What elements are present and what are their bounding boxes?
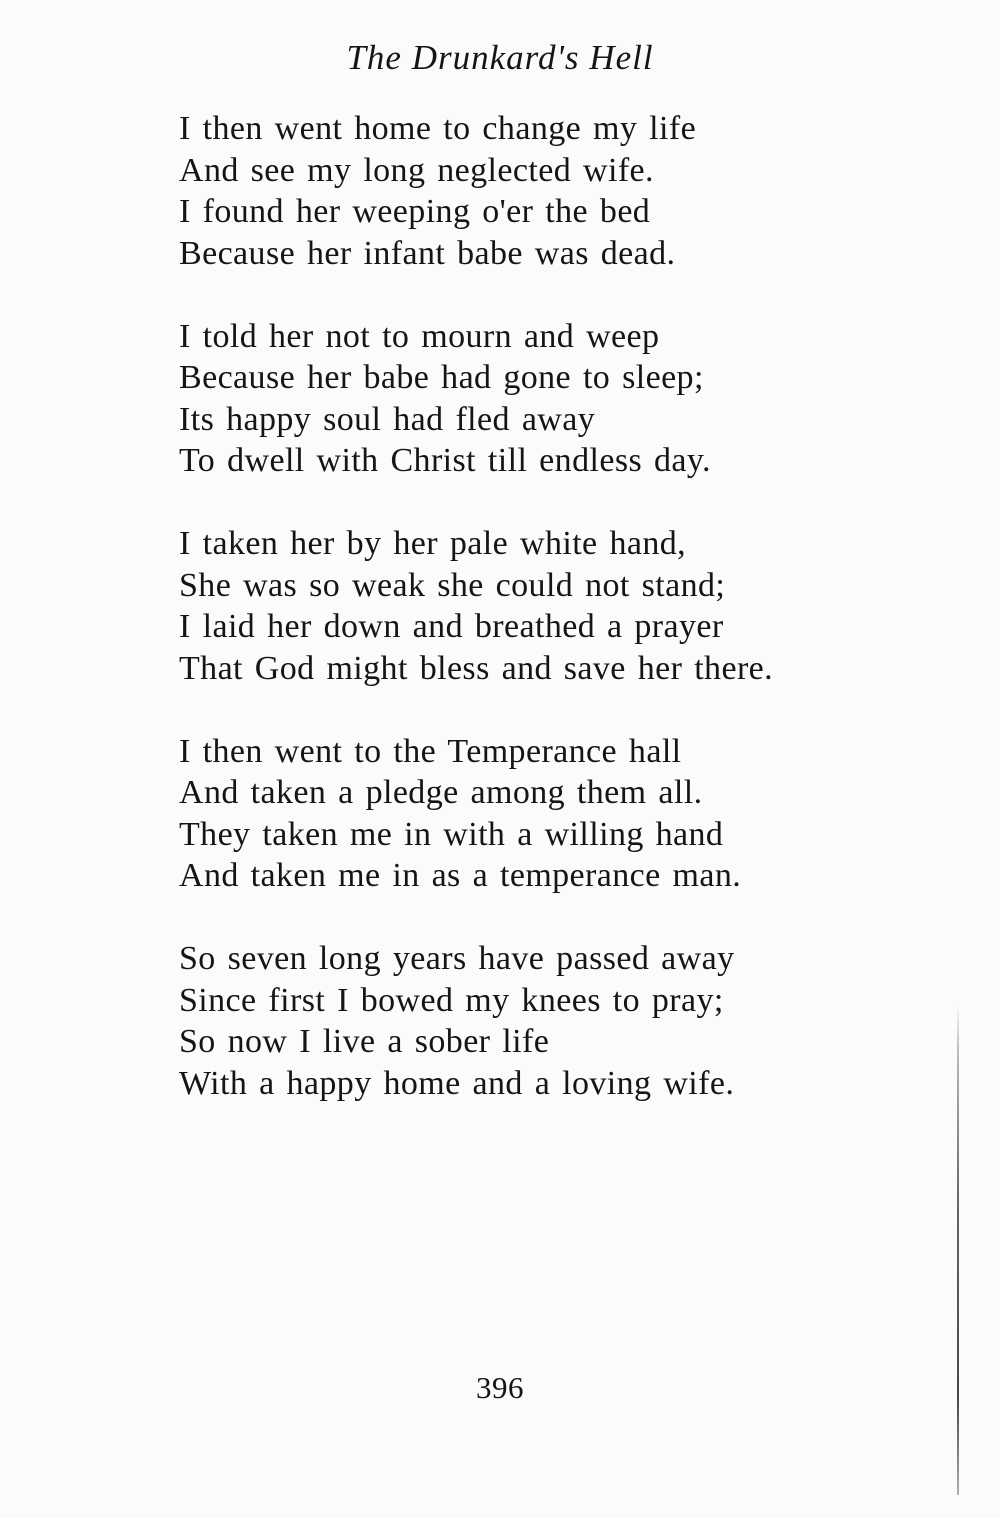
poem-line: I then went home to change my life <box>179 110 697 147</box>
stanza-2 <box>179 316 939 482</box>
poem-line: They taken me in with a willing hand <box>179 815 724 853</box>
poem-line: That God might bless and save her there. <box>179 649 774 687</box>
poem-line: I laid her down and breathed a prayer <box>179 608 724 645</box>
poem-line: I told her not to mourn and weep <box>179 317 660 355</box>
poem-line: With a happy home and a loving wife. <box>179 1064 735 1102</box>
poem-line: I taken her by her pale white hand, <box>179 525 687 562</box>
running-head: The Drunkard's Hell <box>346 38 654 77</box>
page-number: 396 <box>476 1370 524 1405</box>
scan-edge-line <box>957 1005 959 1495</box>
poem-line: And taken a pledge among them all. <box>179 774 703 811</box>
poem <box>179 108 939 1146</box>
poem-line: So seven long years have passed away <box>179 940 735 977</box>
poem-line: To dwell with Christ till endless day. <box>179 442 711 479</box>
stanza-4 <box>179 731 939 897</box>
poem-line: Because her babe had gone to sleep; <box>179 359 704 396</box>
stanza-5 <box>179 938 939 1104</box>
poem-line: Its happy soul had fled away <box>179 400 596 438</box>
stanza-1 <box>179 108 939 274</box>
poem-line: Because her infant babe was dead. <box>179 234 676 272</box>
poem-line: And taken me in as a temperance man. <box>179 857 742 894</box>
poem-line: I found her weeping o'er the bed <box>179 193 651 230</box>
poem-line: So now I live a sober life <box>179 1023 550 1060</box>
poem-line: And see my long neglected wife. <box>179 151 654 189</box>
stanza-3 <box>179 523 939 689</box>
poem-line: I then went to the Temperance hall <box>179 732 682 770</box>
poem-line: Since first I bowed my knees to pray; <box>179 981 724 1019</box>
poem-line: She was so weak she could not stand; <box>179 566 726 604</box>
